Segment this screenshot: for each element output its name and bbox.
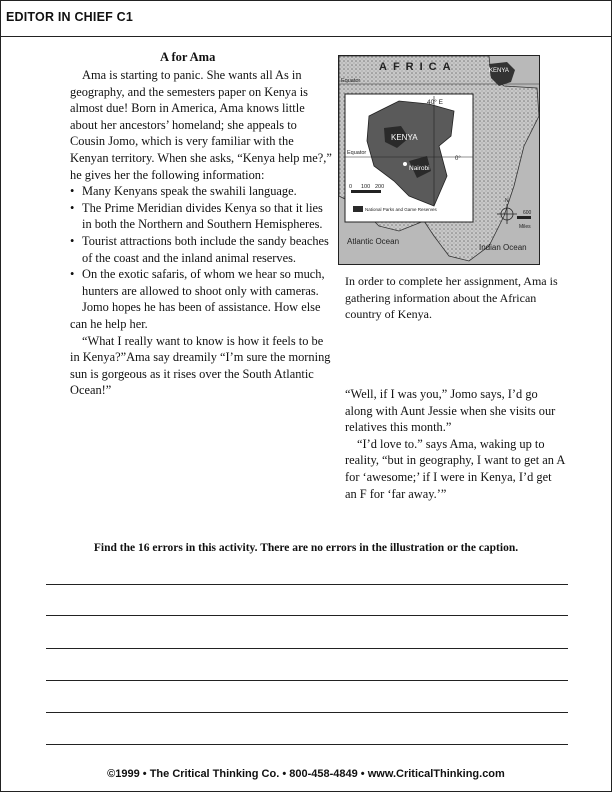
bullet-item: • The Prime Meridian divides Kenya so that it lies in both the Northern and Southern Hemispheres. — [70, 200, 323, 232]
map-svg — [339, 56, 539, 264]
bullet-item: • Tourist attractions both include the sandy beaches of the coast and the inland animal reserves. — [70, 233, 329, 265]
scale-label-200: 200 — [375, 184, 385, 190]
miles-scale-bar — [517, 216, 531, 219]
map-africa-label: AFRICA — [379, 61, 457, 73]
scale-label-0: 0 — [349, 184, 353, 190]
story-left-column — [70, 67, 332, 399]
answer-line[interactable] — [46, 615, 568, 616]
instructions-text: Find the 16 errors in this activity. There are no errors in the illustration or the caption. — [93, 542, 519, 554]
bullet-item: • On the exotic safaris, of whom we hear so much, hunters are allowed to shoot only with cameras. — [70, 267, 325, 298]
bullet-dot: • — [70, 233, 75, 248]
map-atlantic-label: Atlantic Ocean — [347, 237, 400, 246]
story-right-column — [345, 386, 565, 502]
bullet-dot: • — [70, 200, 75, 215]
story-intro-paragraph: Ama is starting to panic. She wants all As in geography, and the semesters paper on Kenya is almost due! Born in America, Ama knows little about her ancestors’ homeland; she appeals to Cousin Jomo, which is very familiar with the Kenyan territory. When she asks, “Kenya help me?,” he gives her the following information: — [70, 68, 332, 182]
jomo-paragraph: Jomo hopes he has been of assistance. How else can he help her. — [70, 300, 321, 331]
miles-label: Miles — [519, 224, 531, 230]
answer-line[interactable] — [46, 680, 568, 681]
miles-600-label: 600 — [523, 210, 532, 216]
story-title: A for Ama — [160, 50, 216, 64]
map-equator-inset-label: Equator — [347, 150, 367, 156]
header-title: EDITOR IN CHIEF C1 — [6, 10, 133, 24]
map-longitude-label: 40° E — [427, 99, 443, 106]
map-zero-degree-label: 0° — [455, 156, 461, 162]
map-kenya-inset-label: KENYA — [489, 68, 509, 74]
well-paragraph: “Well, if I was you,” Jomo says, I’d go along with Aunt Jessie when she visits our relatives this month.” — [345, 387, 556, 435]
ama-paragraph: “What I really want to know is how it feels to be in Kenya?”Ama say dreamily “I’m sure the morning sun is gorgeous as it rises over the South Atlantic Ocean!” — [70, 333, 331, 398]
love-paragraph: “I’d love to.” says Ama, waking up to reality, “but in geography, I want to get an A for ‘awesome;’ if I were in Kenya, I’d get an F for ‘far away.’” — [345, 436, 565, 501]
legend-swatch — [353, 206, 363, 212]
answer-line[interactable] — [46, 584, 568, 585]
header-bar — [0, 0, 612, 37]
info-bullet-list — [70, 183, 332, 299]
map-nairobi-label: Nairobi — [409, 165, 430, 172]
map-caption: In order to complete her assignment, Ama is gathering information about the African country of Kenya. — [345, 274, 558, 321]
bullet-dot: • — [70, 184, 75, 199]
scale-label-100: 100 — [361, 184, 371, 190]
kenya-map-illustration — [338, 55, 540, 265]
answer-line[interactable] — [46, 648, 568, 649]
footer-copyright: ©1999 • The Critical Thinking Co. • 800-458-4849 • www.CriticalThinking.com — [107, 768, 505, 780]
legend-label: National Parks and Game Reserves — [365, 207, 437, 212]
bullet-dot: • — [70, 267, 75, 282]
scale-bar — [351, 190, 381, 193]
map-indian-label: Indian Ocean — [479, 243, 527, 252]
map-equator-outer-label: Equator — [341, 78, 361, 84]
nairobi-dot — [403, 162, 407, 166]
map-kenya-label: KENYA — [391, 133, 418, 142]
answer-line[interactable] — [46, 712, 568, 713]
answer-line[interactable] — [46, 744, 568, 745]
bullet-item: • Many Kenyans speak the swahili language. — [70, 184, 297, 199]
compass-n-label: N — [505, 198, 509, 204]
